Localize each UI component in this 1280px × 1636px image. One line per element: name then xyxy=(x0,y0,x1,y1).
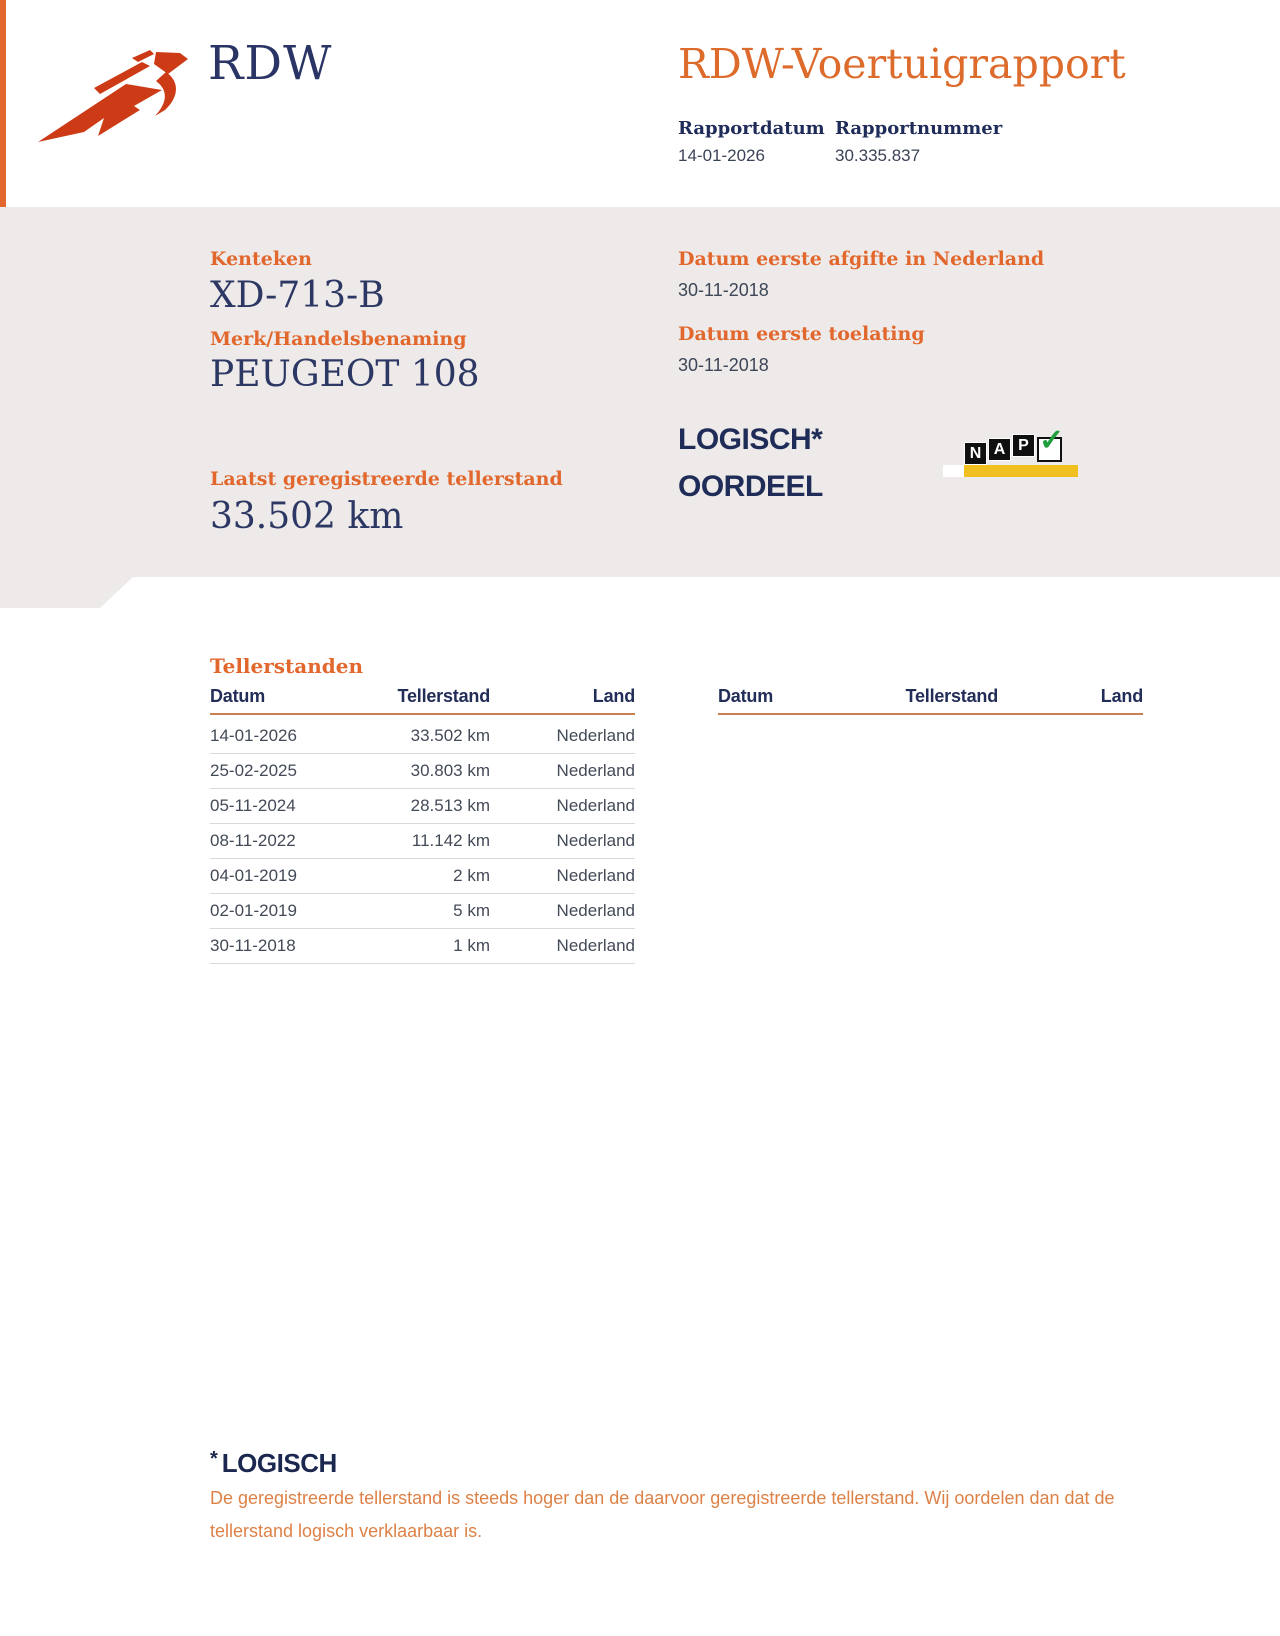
nap-letter-p-tile: P xyxy=(1012,434,1035,457)
cell-tellerstand: 30.803 km xyxy=(410,761,490,780)
laatste-tellerstand-value: 33.502 km xyxy=(210,496,404,537)
column-header-land: Land xyxy=(1100,686,1143,706)
cell-datum: 04-01-2019 xyxy=(210,866,297,885)
cell-tellerstand: 28.513 km xyxy=(410,796,490,815)
column-header-land: Land xyxy=(592,686,635,706)
datum-eerste-toelating-value: 30-11-2018 xyxy=(678,355,769,375)
datum-eerste-toelating-label: Datum eerste toelating xyxy=(678,323,925,345)
cell-datum: 25-02-2025 xyxy=(210,761,297,780)
kenteken-value: XD-713-B xyxy=(210,275,385,316)
document-title: RDW-Voertuigrapport xyxy=(678,40,1126,88)
rdw-wing-logo-icon xyxy=(38,50,193,152)
table-header-row xyxy=(718,686,1143,715)
cell-land: Nederland xyxy=(556,796,635,815)
table-row xyxy=(210,824,635,859)
cell-tellerstand: 5 km xyxy=(453,901,490,920)
oordeel-line1: LOGISCH* xyxy=(678,423,823,456)
cell-datum: 30-11-2018 xyxy=(210,936,296,955)
cell-land: Nederland xyxy=(556,761,635,780)
cell-tellerstand: 11.142 km xyxy=(411,831,490,850)
table-rows xyxy=(210,715,635,964)
rapportnummer-label: Rapportnummer xyxy=(835,118,1003,139)
cell-land: Nederland xyxy=(556,901,635,920)
table-row xyxy=(210,719,635,754)
footnote-heading xyxy=(210,1448,337,1479)
footnote-asterisk: * xyxy=(210,1448,218,1470)
table-row xyxy=(210,789,635,824)
table-row xyxy=(210,859,635,894)
rapportdatum-value: 14-01-2026 xyxy=(678,146,765,165)
rapportdatum-label: Rapportdatum xyxy=(678,118,825,139)
kenteken-label: Kenteken xyxy=(210,248,312,270)
cell-tellerstand: 2 km xyxy=(453,866,490,885)
merk-value: PEUGEOT 108 xyxy=(210,354,480,395)
footnote-heading-word: LOGISCH xyxy=(221,1448,337,1478)
cell-land: Nederland xyxy=(556,936,635,955)
table-header-row xyxy=(210,686,635,715)
nap-letter-a-tile: A xyxy=(988,438,1011,461)
column-header-tellerstand: Tellerstand xyxy=(905,686,998,706)
vehicle-summary-panel xyxy=(0,207,1280,608)
oordeel-line2: OORDEEL xyxy=(678,470,823,503)
column-header-tellerstand: Tellerstand xyxy=(397,686,490,706)
merk-label: Merk/Handelsbenaming xyxy=(210,328,467,350)
nap-logo xyxy=(940,424,1082,480)
laatste-tellerstand-label: Laatst geregistreerde tellerstand xyxy=(210,468,563,490)
cell-datum: 02-01-2019 xyxy=(210,901,297,920)
oordeel-verdict xyxy=(678,416,823,510)
cell-land: Nederland xyxy=(556,726,635,745)
tellerstanden-table-left xyxy=(210,686,635,964)
cell-datum: 05-11-2024 xyxy=(210,796,296,815)
column-header-datum: Datum xyxy=(718,686,774,706)
table-row xyxy=(210,754,635,789)
table-row xyxy=(210,929,635,964)
cell-tellerstand: 1 km xyxy=(453,936,490,955)
datum-eerste-afgifte-value: 30-11-2018 xyxy=(678,280,769,300)
cell-datum: 14-01-2026 xyxy=(210,726,297,745)
page-edge-accent-bar xyxy=(0,0,6,207)
table-row xyxy=(210,894,635,929)
nap-checkmark-icon: ✓ xyxy=(1039,424,1065,457)
nap-letter-n-tile: N xyxy=(964,442,987,465)
footnote-text: De geregistreerde tellerstand is steeds hoger dan de daarvoor geregistreerde tellerstand. Wij oordelen dan dat de tellerstand logisch verklaarbaar is. xyxy=(210,1488,1115,1541)
cell-datum: 08-11-2022 xyxy=(210,831,296,850)
cell-land: Nederland xyxy=(556,831,635,850)
nap-white-notch xyxy=(943,465,964,477)
cell-land: Nederland xyxy=(556,866,635,885)
rapportnummer-value: 30.335.837 xyxy=(835,146,921,165)
tellerstanden-table-right xyxy=(718,686,1143,715)
rdw-wordmark: RDW xyxy=(208,36,333,91)
column-header-datum: Datum xyxy=(210,686,266,706)
datum-eerste-afgifte-label: Datum eerste afgifte in Nederland xyxy=(678,248,1045,270)
tellerstanden-section-title: Tellerstanden xyxy=(210,654,364,678)
cell-tellerstand: 33.502 km xyxy=(410,726,490,745)
